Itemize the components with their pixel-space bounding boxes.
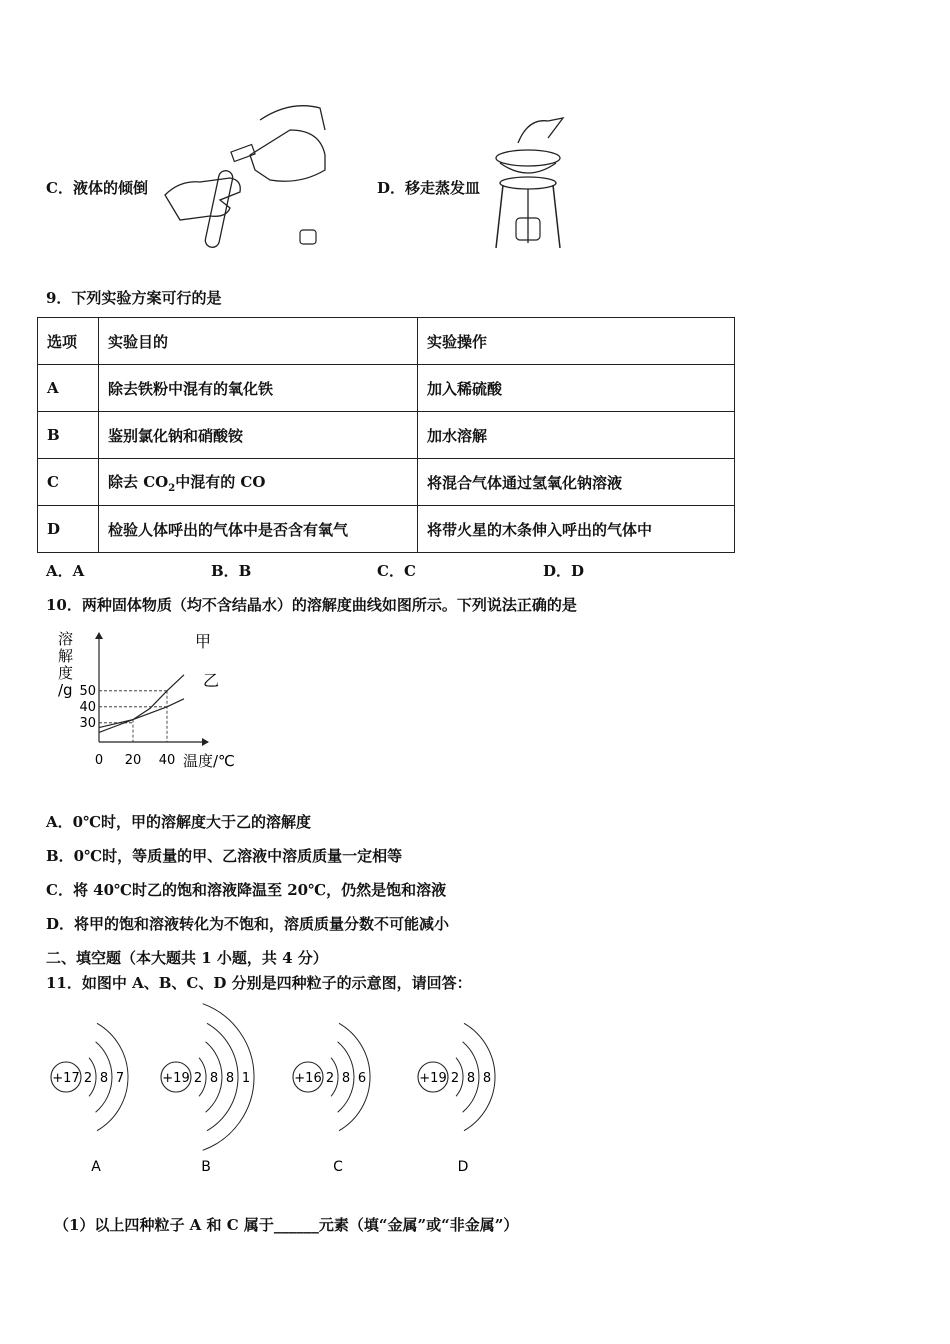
series-label: 乙 <box>203 671 220 690</box>
electron-count: 1 <box>241 1071 251 1086</box>
nucleus-charge: +16 <box>294 1071 322 1086</box>
electron-count: 6 <box>357 1071 367 1086</box>
particle-label: D <box>457 1159 469 1175</box>
x-tick-label: 0 <box>94 753 104 768</box>
purpose-text: 除去 CO <box>108 472 169 491</box>
electron-count: 8 <box>225 1071 235 1086</box>
y-tick-label: 50 <box>79 683 96 699</box>
choice: B．B <box>211 562 252 580</box>
q10-option-b: B．0℃时，等质量的甲、乙溶液中溶质质量一定相等 <box>46 847 403 865</box>
electron-count: 8 <box>99 1071 109 1086</box>
x-axis-arrow <box>202 738 209 746</box>
y-tick-label: 30 <box>79 715 96 731</box>
purpose-text: 中混有的 CO <box>175 472 266 491</box>
table-cell-purpose: 检验人体呼出的气体中是否含有氧气 <box>99 506 418 553</box>
particle-label: A <box>91 1159 101 1175</box>
series-line <box>99 699 184 728</box>
choice: A．A <box>46 562 85 580</box>
table-row <box>38 459 735 506</box>
table-cell-option: B <box>38 412 99 459</box>
y-axis-arrow <box>95 632 103 639</box>
series-line <box>99 675 184 733</box>
section-heading: 二、填空题（本大题共 1 小题，共 4 分） <box>46 949 328 967</box>
electron-count: 8 <box>209 1071 219 1086</box>
evaporating-dish-illustration <box>488 113 568 253</box>
table-cell-operation: 将带火星的木条伸入呼出的气体中 <box>418 506 735 553</box>
q9-table <box>37 317 735 553</box>
nucleus-charge: +19 <box>162 1071 190 1086</box>
q11-stem: 11．如图中 A、B、C、D 分别是四种粒子的示意图，请回答： <box>46 974 472 992</box>
table-header-cell: 选项 <box>38 318 99 365</box>
electron-count: 8 <box>482 1071 492 1086</box>
q10-option-d: D．将甲的饱和溶液转化为不饱和，溶质质量分数不可能减小 <box>46 915 450 933</box>
electron-count: 2 <box>450 1071 460 1086</box>
solubility-chart <box>50 628 250 776</box>
y-axis-label: 溶 <box>58 630 74 648</box>
nucleus-charge: +17 <box>52 1071 80 1086</box>
pouring-liquid-illustration <box>160 100 330 250</box>
table-cell-option: D <box>38 506 99 553</box>
x-axis-label: 温度/℃ <box>183 752 235 770</box>
q9-choices <box>46 560 584 581</box>
y-axis-label: 解 <box>58 647 74 665</box>
particle-label: C <box>333 1159 343 1175</box>
table-cell-operation: 加水溶解 <box>418 412 735 459</box>
table-header-cell: 实验操作 <box>418 318 735 365</box>
electron-count: 7 <box>115 1071 125 1086</box>
electron-count: 8 <box>466 1071 476 1086</box>
table-row <box>38 365 735 412</box>
q8-option-d-label: D．移走蒸发皿 <box>377 179 481 197</box>
table-row <box>38 506 735 553</box>
table-cell-option: A <box>38 365 99 412</box>
x-tick-label: 20 <box>124 753 142 768</box>
electron-count: 8 <box>341 1071 351 1086</box>
electron-count: 2 <box>325 1071 335 1086</box>
subscript: 2 <box>168 482 176 494</box>
q10-option-a: A．0℃时，甲的溶解度大于乙的溶解度 <box>46 813 312 831</box>
table-cell-purpose: 除去铁粉中混有的氧化铁 <box>99 365 418 412</box>
q10-option-c: C．将 40℃时乙的饱和溶液降温至 20℃，仍然是饱和溶液 <box>46 881 447 899</box>
y-axis-label: 度 <box>58 664 74 682</box>
table-cell-operation: 加入稀硫酸 <box>418 365 735 412</box>
choice: D．D <box>543 562 585 580</box>
y-tick-label: 40 <box>79 699 96 715</box>
table-cell-purpose <box>99 459 418 506</box>
electron-count: 2 <box>83 1071 93 1086</box>
nucleus-charge: +19 <box>419 1071 447 1086</box>
q8-option-c-label: C．液体的倾倒 <box>46 179 148 197</box>
q11-subquestion-1: （1）以上四种粒子 A 和 C 属于______元素（填“金属”或“非金属”） <box>54 1216 519 1234</box>
x-tick-label: 40 <box>158 753 176 768</box>
particle-diagrams <box>40 1000 520 1185</box>
table-cell-option: C <box>38 459 99 506</box>
electron-count: 2 <box>193 1071 203 1086</box>
choice: C．C <box>377 562 416 580</box>
y-axis-label: /g <box>58 681 73 699</box>
q10-stem: 10．两种固体物质（均不含结晶水）的溶解度曲线如图所示。下列说法正确的是 <box>46 596 577 614</box>
table-cell-purpose: 鉴别氯化钠和硝酸铵 <box>99 412 418 459</box>
table-cell-operation: 将混合气体通过氢氧化钠溶液 <box>418 459 735 506</box>
table-header-cell: 实验目的 <box>99 318 418 365</box>
table-row <box>38 412 735 459</box>
particle-label: B <box>201 1159 211 1175</box>
series-label: 甲 <box>195 632 212 651</box>
q9-stem: 9．下列实验方案可行的是 <box>46 289 222 307</box>
table-header-row <box>38 318 735 365</box>
